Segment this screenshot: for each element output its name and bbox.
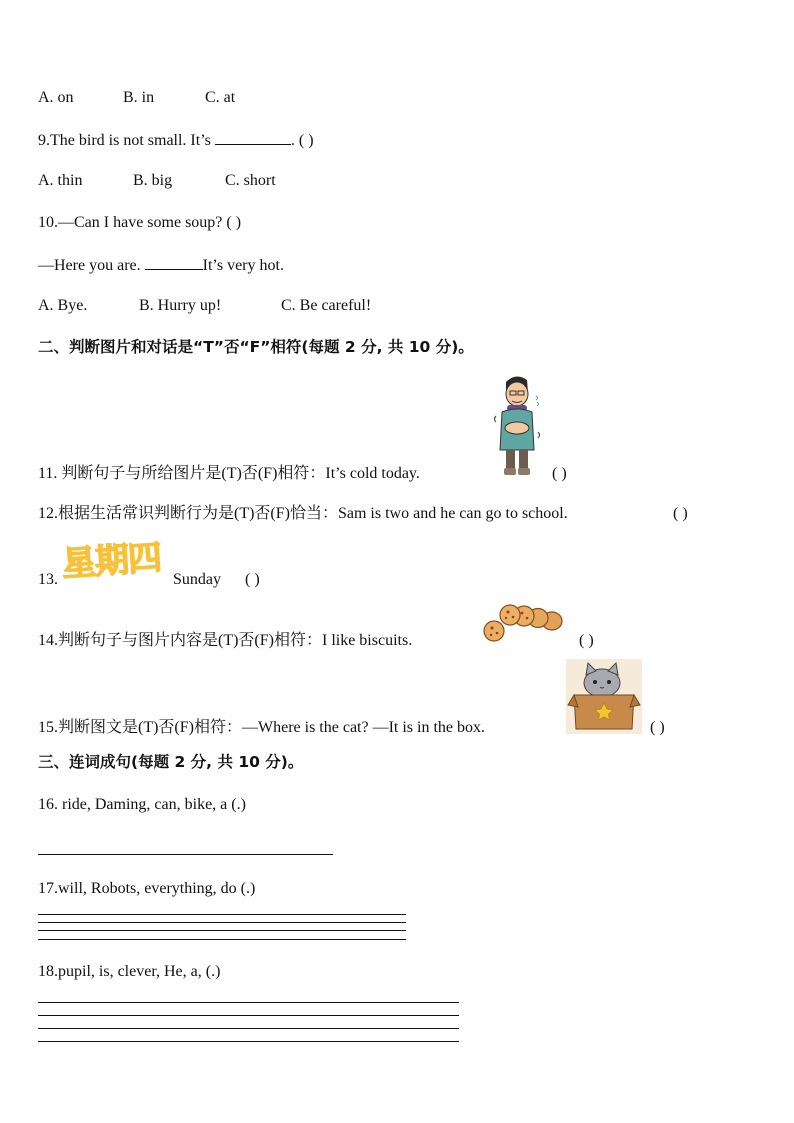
q18-answer-line[interactable]	[38, 1041, 459, 1042]
q10-line-1: 10.—Can I have some soup? ( )	[38, 214, 242, 231]
cat-in-box-icon	[566, 659, 642, 734]
q12-answer-paren[interactable]: ( )	[673, 505, 688, 522]
q11-answer-paren[interactable]: ( )	[552, 465, 567, 482]
q14-answer-paren[interactable]: ( )	[579, 632, 594, 649]
question-14: 14.判断句子与图片内容是(T)否(F)相符：I like biscuits.	[38, 632, 413, 649]
q18-answer-line[interactable]	[38, 1028, 459, 1029]
q9-option-c: C. short	[225, 172, 276, 189]
section-2-title: 二、判断图片和对话是“T”否“F”相符(每题 2 分, 共 10 分)。	[38, 338, 474, 356]
q10-line2-start: —Here you are.	[38, 257, 141, 274]
q16-answer-line[interactable]	[38, 854, 333, 855]
q8-options	[38, 88, 235, 108]
question-17: 17.will, Robots, everything, do (.)	[38, 880, 256, 897]
q8-option-a: A. on	[38, 89, 74, 106]
q17-answer-line[interactable]	[38, 930, 406, 931]
section-3-title: 三、连词成句(每题 2 分, 共 10 分)。	[38, 753, 304, 771]
q10-line-2	[38, 255, 284, 276]
q10-options	[38, 296, 371, 316]
question-15: 15.判断图文是(T)否(F)相符：—Where is the cat? —It is in the box.	[38, 719, 486, 736]
question-18: 18.pupil, is, clever, He, a, (.)	[38, 963, 221, 980]
q10-option-a: A. Bye.	[38, 297, 88, 314]
cold-boy-icon	[492, 372, 542, 480]
q9-answer-blank[interactable]	[215, 130, 291, 145]
question-12: 12.根据生活常识判断行为是(T)否(F)恰当：Sam is two and he can go to school.	[38, 505, 568, 522]
q8-option-c: C. at	[205, 89, 236, 106]
q17-answer-line[interactable]	[38, 914, 406, 915]
biscuits-icon	[482, 603, 566, 645]
q9-options	[38, 171, 276, 191]
q17-answer-line[interactable]	[38, 922, 406, 923]
thursday-image	[62, 538, 166, 584]
q13-number: 13.	[38, 571, 58, 588]
q9-tail: . ( )	[290, 132, 314, 149]
question-11	[38, 464, 420, 484]
q15-answer-paren[interactable]: ( )	[650, 719, 665, 736]
q13-text: Sunday	[173, 571, 221, 588]
q13-answer-paren[interactable]: ( )	[245, 571, 260, 588]
q17-answer-line[interactable]	[38, 939, 406, 940]
q18-answer-line[interactable]	[38, 1015, 459, 1016]
question-16: 16. ride, Daming, can, bike, a (.)	[38, 796, 246, 813]
q9-prompt: 9.The bird is not small. It’s	[38, 132, 211, 149]
q18-answer-line[interactable]	[38, 1002, 459, 1003]
q9-option-a: A. thin	[38, 172, 83, 189]
q11-text: 11. 判断句子与所给图片是(T)否(F)相符：It’s cold today.	[38, 465, 420, 482]
q10-option-c: C. Be careful!	[281, 297, 372, 314]
q9-option-b: B. big	[133, 172, 173, 189]
q10-answer-blank[interactable]	[145, 255, 203, 270]
q10-line2-end: It’s very hot.	[202, 257, 284, 274]
question-9	[38, 130, 314, 151]
q13-image-text: 星期四	[60, 537, 163, 585]
q10-option-b: B. Hurry up!	[139, 297, 222, 314]
q8-option-b: B. in	[123, 89, 155, 106]
